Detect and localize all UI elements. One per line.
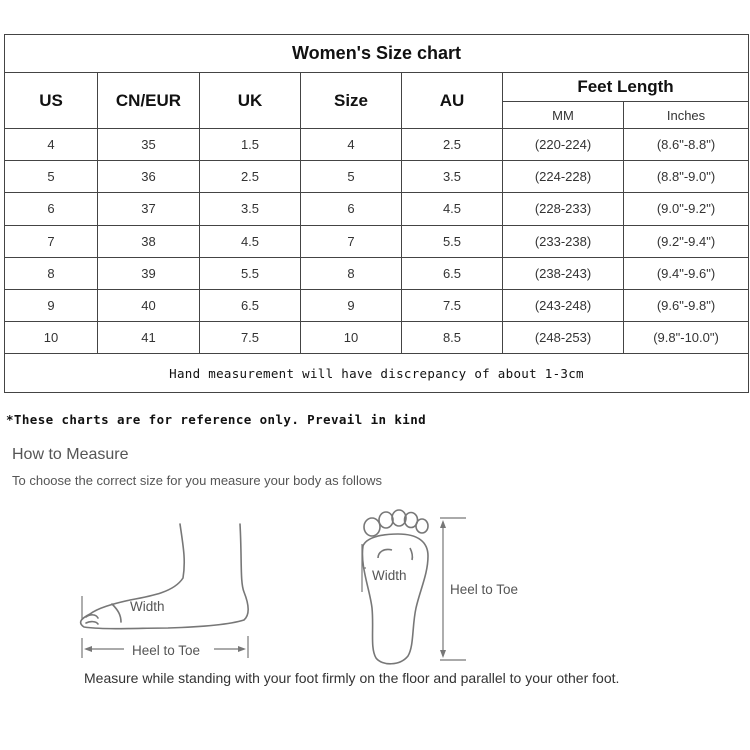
sole-foot-icon (362, 510, 428, 664)
cell-cn-eur: 37 (98, 193, 200, 225)
cell-inches: (8.6"-8.8") (624, 129, 749, 161)
cell-au: 7.5 (402, 289, 503, 321)
cell-uk: 6.5 (200, 289, 301, 321)
cell-mm: (238-243) (503, 257, 624, 289)
table-row (5, 322, 749, 354)
cell-cn-eur: 41 (98, 322, 200, 354)
cell-us: 6 (5, 193, 98, 225)
arrow-down-icon (440, 650, 446, 658)
cell-inches: (9.0"-9.2") (624, 193, 749, 225)
cell-us: 8 (5, 257, 98, 289)
cell-inches: (9.6"-9.8") (624, 289, 749, 321)
header-feet-length: Feet Length (503, 73, 749, 102)
cell-uk: 7.5 (200, 322, 301, 354)
arrow-right-icon (238, 646, 246, 652)
cell-cn-eur: 35 (98, 129, 200, 161)
cell-mm: (228-233) (503, 193, 624, 225)
header-uk: UK (200, 73, 301, 129)
header-mm: MM (503, 102, 624, 129)
table-row (5, 225, 749, 257)
cell-uk: 2.5 (200, 161, 301, 193)
header-inches: Inches (624, 102, 749, 129)
cell-us: 10 (5, 322, 98, 354)
cell-au: 2.5 (402, 129, 503, 161)
table-row (5, 129, 749, 161)
cell-au: 3.5 (402, 161, 503, 193)
cell-uk: 5.5 (200, 257, 301, 289)
size-chart-table (4, 34, 749, 393)
cell-inches: (9.2"-9.4") (624, 225, 749, 257)
cell-size: 10 (301, 322, 402, 354)
side-width-label: Width (130, 599, 165, 614)
arrow-up-icon (440, 520, 446, 528)
cell-mm: (248-253) (503, 322, 624, 354)
cell-au: 6.5 (402, 257, 503, 289)
cell-mm: (233-238) (503, 225, 624, 257)
cell-au: 8.5 (402, 322, 503, 354)
arrow-left-icon (84, 646, 92, 652)
cell-inches: (9.8"-10.0") (624, 322, 749, 354)
cell-uk: 3.5 (200, 193, 301, 225)
reference-note: *These charts are for reference only. Prevail in kind (6, 412, 427, 427)
header-cn-eur: CN/EUR (98, 73, 200, 129)
table-row (5, 161, 749, 193)
measurement-instruction: Measure while standing with your foot firmly on the floor and parallel to your other foot. (84, 670, 620, 686)
cell-cn-eur: 38 (98, 225, 200, 257)
table-note: Hand measurement will have discrepancy of about 1-3cm (5, 354, 749, 393)
cell-size: 8 (301, 257, 402, 289)
cell-us: 4 (5, 129, 98, 161)
table-row (5, 289, 749, 321)
header-size: Size (301, 73, 402, 129)
table-row (5, 257, 749, 289)
cell-size: 9 (301, 289, 402, 321)
table-row (5, 193, 749, 225)
cell-size: 4 (301, 129, 402, 161)
table-title: Women's Size chart (5, 35, 749, 73)
cell-inches: (8.8"-9.0") (624, 161, 749, 193)
side-length-label: Heel to Toe (132, 643, 201, 658)
sole-length-label: Heel to Toe (450, 582, 519, 597)
cell-us: 5 (5, 161, 98, 193)
cell-size: 6 (301, 193, 402, 225)
header-us: US (5, 73, 98, 129)
cell-size: 7 (301, 225, 402, 257)
cell-uk: 1.5 (200, 129, 301, 161)
cell-us: 9 (5, 289, 98, 321)
cell-cn-eur: 39 (98, 257, 200, 289)
sole-width-label: Width (372, 568, 407, 583)
cell-mm: (224-228) (503, 161, 624, 193)
cell-mm: (243-248) (503, 289, 624, 321)
cell-cn-eur: 36 (98, 161, 200, 193)
header-au: AU (402, 73, 503, 129)
cell-uk: 4.5 (200, 225, 301, 257)
cell-inches: (9.4"-9.6") (624, 257, 749, 289)
how-to-measure-title: How to Measure (12, 446, 129, 463)
cell-au: 4.5 (402, 193, 503, 225)
cell-au: 5.5 (402, 225, 503, 257)
cell-cn-eur: 40 (98, 289, 200, 321)
how-to-measure-subtitle: To choose the correct size for you measure your body as follows (12, 473, 382, 488)
cell-size: 5 (301, 161, 402, 193)
cell-us: 7 (5, 225, 98, 257)
cell-mm: (220-224) (503, 129, 624, 161)
